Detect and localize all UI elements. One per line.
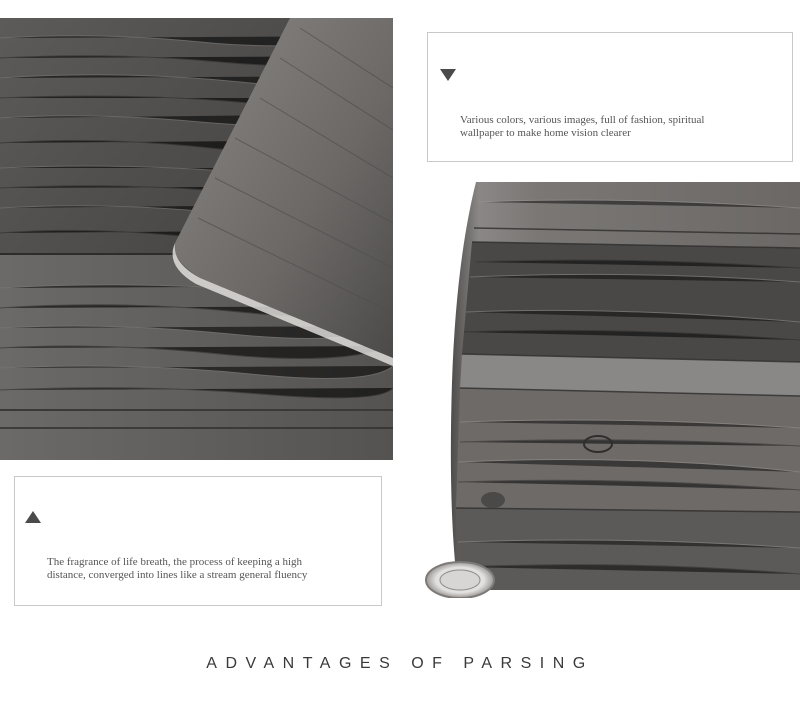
callout-text-line: Various colors, various images, full of fashion, spiritual [460, 114, 705, 126]
callout-text-fragrance [47, 556, 377, 582]
section-headline: ADVANTAGES OF PARSING [206, 655, 594, 672]
feature-callout-colors [427, 32, 793, 162]
triangle-up-icon [25, 511, 41, 523]
callout-text-colors [460, 114, 780, 140]
feature-callout-fragrance [14, 476, 382, 606]
callout-text-line: distance, converged into lines like a stream general fluency [47, 569, 308, 581]
triangle-down-icon [440, 69, 456, 81]
wallpaper-roll-photo [418, 182, 800, 598]
callout-text-line: The fragrance of life breath, the process of keeping a high [47, 556, 303, 568]
wood-wallpaper-closeup-photo [0, 18, 393, 460]
callout-text-line: wallpaper to make home vision clearer [460, 127, 631, 139]
